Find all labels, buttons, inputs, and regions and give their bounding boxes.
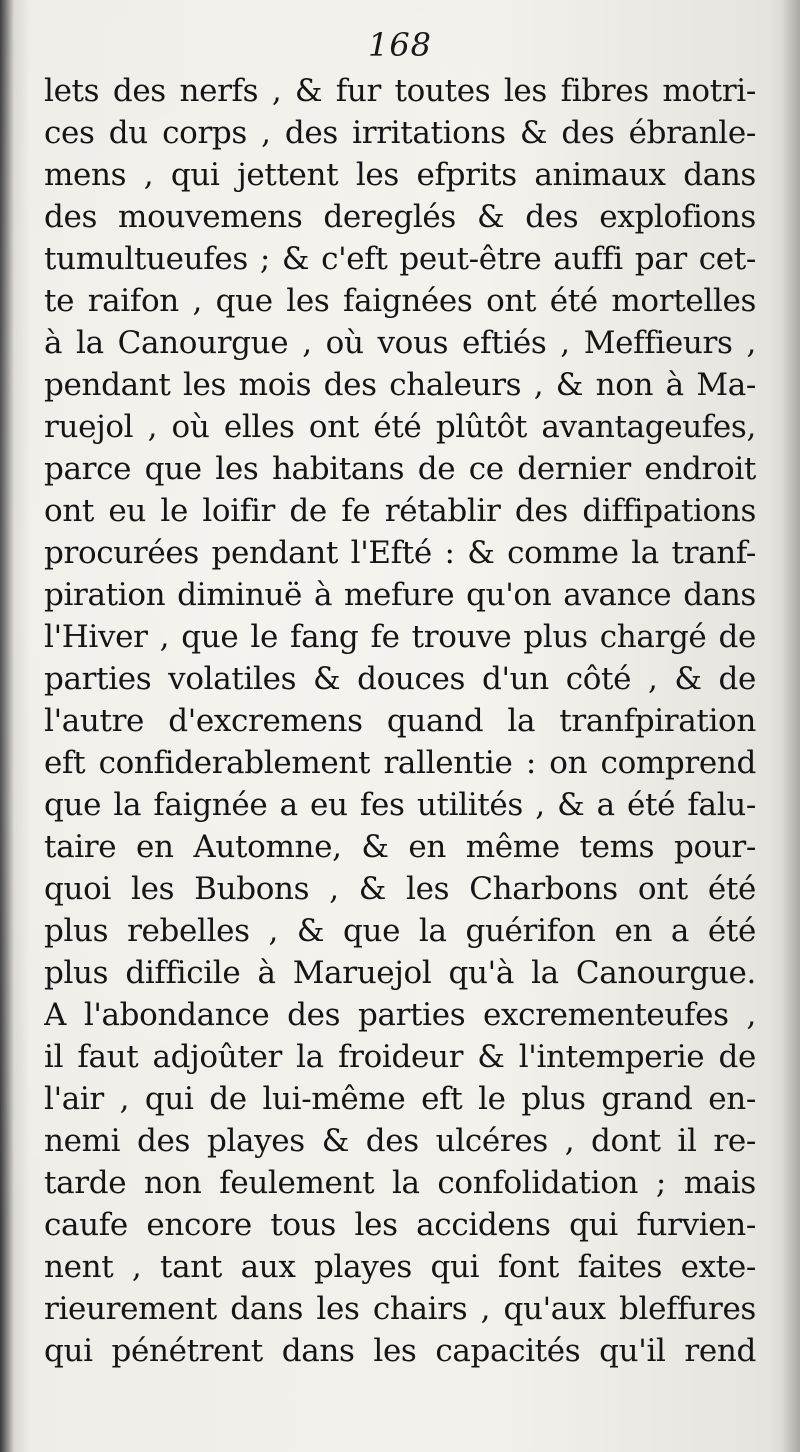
text-line: l'Hiver , que le fang fe trouve plus chargé de xyxy=(44,619,756,655)
text-line: tarde non feulement la confolidation ; mais xyxy=(44,1165,756,1201)
text-line: mens , qui jettent les efprits animaux dans xyxy=(44,157,756,193)
text-line: il faut adjoûter la froideur & l'intemperie de xyxy=(44,1039,756,1075)
text-line: A l'abondance des parties excrementeufes , xyxy=(44,997,756,1033)
text-line: te raifon , que les faignées ont été mortelles xyxy=(44,283,756,319)
text-line: procurées pendant l'Efté : & comme la tranf- xyxy=(44,535,756,571)
text-line: des mouvemens dereglés & des explofions xyxy=(44,199,756,235)
text-line: l'air , qui de lui-même eft le plus grand en- xyxy=(44,1081,756,1117)
text-line: plus rebelles , & que la guérifon en a été xyxy=(44,913,756,949)
text-line: que la faignée a eu fes utilités , & a été falu- xyxy=(44,787,756,823)
body-text xyxy=(44,70,756,1372)
page-number: 168 xyxy=(367,26,433,64)
text-line: rieurement dans les chairs , qu'aux bleffures xyxy=(44,1291,756,1327)
text-line: ruejol , où elles ont été plûtôt avantageufes, xyxy=(44,409,756,445)
text-line: l'autre d'excremens quand la tranfpiration xyxy=(44,703,756,739)
page-edge-shadow xyxy=(782,0,800,1452)
text-line: parce que les habitans de ce dernier endroit xyxy=(44,451,756,487)
text-line: taire en Automne, & en même tems pour- xyxy=(44,829,756,865)
text-line: piration diminuë à mefure qu'on avance dans xyxy=(44,577,756,613)
text-line: à la Canourgue , où vous eftiés , Meffieurs , xyxy=(44,325,756,361)
text-line: pendant les mois des chaleurs , & non à Ma- xyxy=(44,367,756,403)
text-line: quoi les Bubons , & les Charbons ont été xyxy=(44,871,756,907)
text-line: eft confiderablement rallentie : on comprend xyxy=(44,745,756,781)
text-line: nent , tant aux playes qui font faites exte- xyxy=(44,1249,756,1285)
text-line: tumultueufes ; & c'eft peut-être auffi par cet- xyxy=(44,241,756,277)
text-line: nemi des playes & des ulcéres , dont il re- xyxy=(44,1123,756,1159)
text-line: qui pénétrent dans les capacités qu'il rend xyxy=(44,1333,756,1369)
text-line: parties volatiles & douces d'un côté , & de xyxy=(44,661,756,697)
text-line: ont eu le loifir de fe rétablir des diffipations xyxy=(44,493,756,529)
text-line: caufe encore tous les accidens qui furvien- xyxy=(44,1207,756,1243)
text-line: ces du corps , des irritations & des ébranle- xyxy=(44,115,756,151)
text-line: plus difficile à Maruejol qu'à la Canourgue. xyxy=(44,955,756,991)
text-line: lets des nerfs , & fur toutes les fibres motri- xyxy=(44,73,756,109)
